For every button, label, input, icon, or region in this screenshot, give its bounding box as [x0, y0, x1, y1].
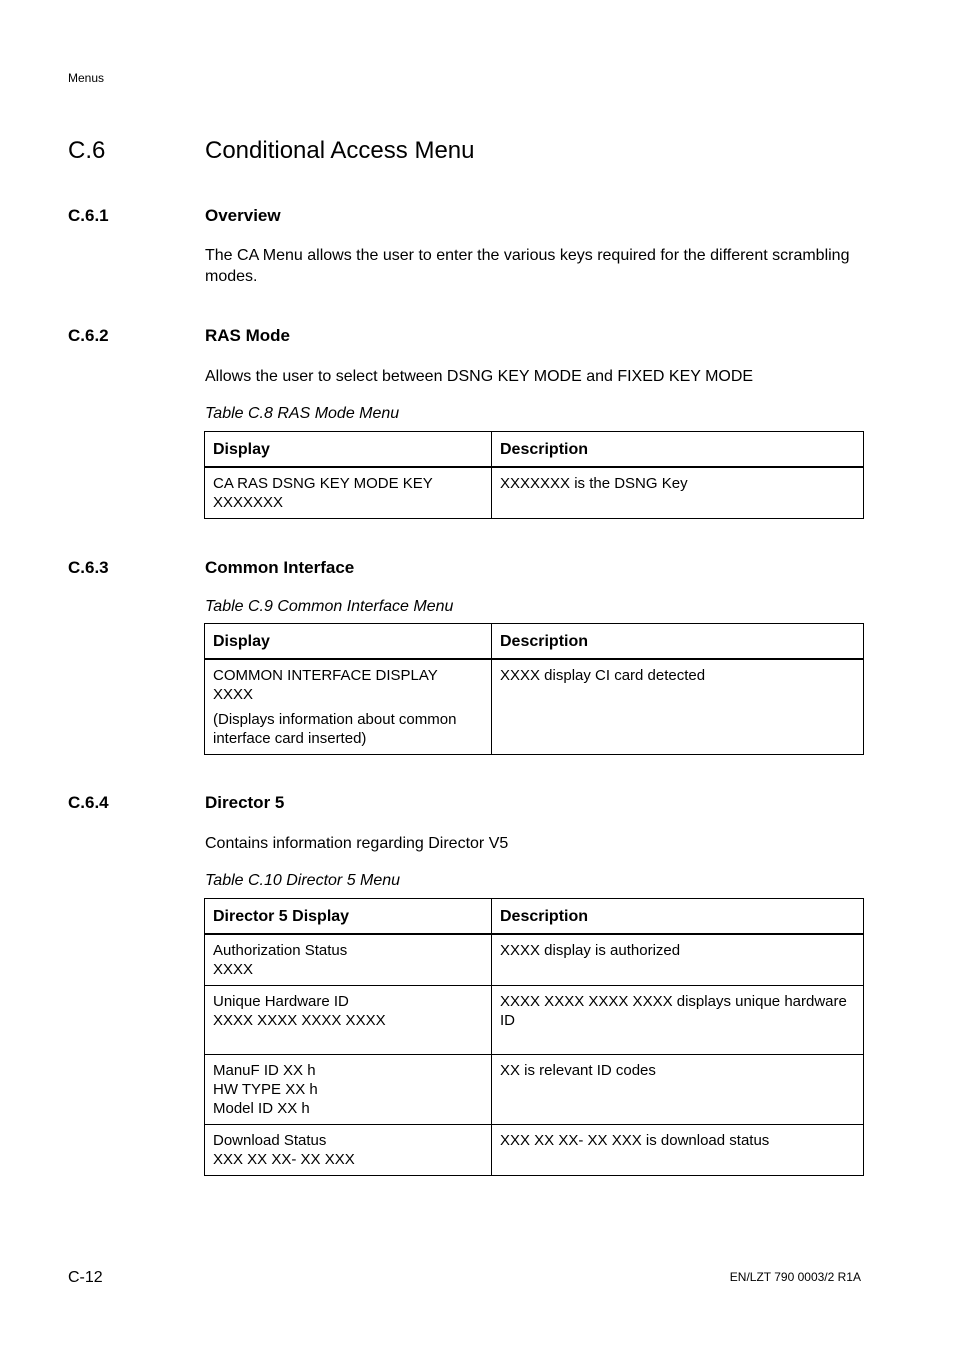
common-interface-number: C.6.3: [68, 558, 109, 577]
table-header-row: [205, 432, 864, 468]
director-table-caption: Table C.10 Director 5 Menu: [205, 872, 401, 889]
ras-mode-text: Allows the user to select between DSNG KEY MODE and FIXED KEY MODE: [205, 368, 754, 385]
description-cell: XXXXXXX is the DSNG Key: [492, 467, 864, 519]
running-header: Menus: [68, 71, 105, 85]
director-5-text: Contains information regarding Director V5: [205, 835, 509, 852]
table-row: [205, 1055, 864, 1125]
section-number: C.6: [68, 137, 106, 164]
description-cell: XXX XX XX- XX XXX is download status: [492, 1125, 864, 1176]
section-title: Conditional Access Menu: [205, 137, 475, 164]
table-header-row: [205, 624, 864, 660]
column-header-display: Display: [205, 432, 492, 468]
description-cell: XXXX XXXX XXXX XXXX displays unique hardware ID: [492, 986, 864, 1055]
description-cell: XXXX display is authorized: [492, 934, 864, 986]
column-header-description: Description: [492, 432, 864, 468]
display-line: XXX XX XX- XX XXX: [213, 1151, 355, 1168]
table-row: [205, 467, 864, 519]
display-line: CA RAS DSNG KEY MODE KEY: [213, 475, 433, 492]
page-number: C-12: [68, 1269, 103, 1286]
display-line: XXXX XXXX XXXX XXXX: [213, 1012, 386, 1029]
table-row: [205, 659, 864, 755]
column-header-description: Description: [492, 899, 864, 935]
overview-title: Overview: [205, 206, 281, 225]
display-note: (Displays information about common interface card inserted): [213, 711, 457, 747]
ras-mode-title: RAS Mode: [205, 326, 290, 345]
display-line: XXXX: [213, 961, 254, 978]
display-cell: [205, 1125, 492, 1176]
table-row: [205, 1125, 864, 1176]
display-cell: [205, 467, 492, 519]
ras-table-caption: Table C.8 RAS Mode Menu: [205, 405, 400, 422]
table-header-row: [205, 899, 864, 935]
display-line: Model ID XX h: [213, 1100, 310, 1117]
director-5-number: C.6.4: [68, 793, 109, 812]
column-header-display: Director 5 Display: [205, 899, 492, 935]
common-interface-title: Common Interface: [205, 558, 355, 577]
display-line: Unique Hardware ID: [213, 993, 349, 1010]
ci-table-caption: Table C.9 Common Interface Menu: [205, 598, 454, 615]
description-cell: XX is relevant ID codes: [492, 1055, 864, 1125]
document-id: EN/LZT 790 0003/2 R1A: [729, 1270, 861, 1284]
ras-mode-table: [204, 431, 864, 519]
display-line: ManuF ID XX h: [213, 1062, 316, 1079]
description-cell: XXXX display CI card detected: [492, 659, 864, 755]
display-line: Authorization Status: [213, 942, 348, 959]
display-line: XXXX: [213, 686, 254, 703]
display-cell: [205, 934, 492, 986]
display-cell: [205, 986, 492, 1055]
ras-mode-number: C.6.2: [68, 326, 109, 345]
display-line: HW TYPE XX h: [213, 1081, 318, 1098]
column-header-display: Display: [205, 624, 492, 660]
display-line: XXXXXXX: [213, 494, 284, 511]
column-header-description: Description: [492, 624, 864, 660]
overview-text: The CA Menu allows the user to enter the various keys required for the different scrambling modes.: [205, 247, 850, 285]
overview-number: C.6.1: [68, 206, 109, 225]
director-5-table: [204, 898, 864, 1176]
display-cell: [205, 659, 492, 755]
display-cell: [205, 1055, 492, 1125]
table-row: [205, 934, 864, 986]
display-line: Download Status: [213, 1132, 327, 1149]
display-line: COMMON INTERFACE DISPLAY: [213, 667, 438, 684]
common-interface-table: [204, 623, 864, 755]
table-row: [205, 986, 864, 1055]
director-5-title: Director 5: [205, 793, 285, 812]
